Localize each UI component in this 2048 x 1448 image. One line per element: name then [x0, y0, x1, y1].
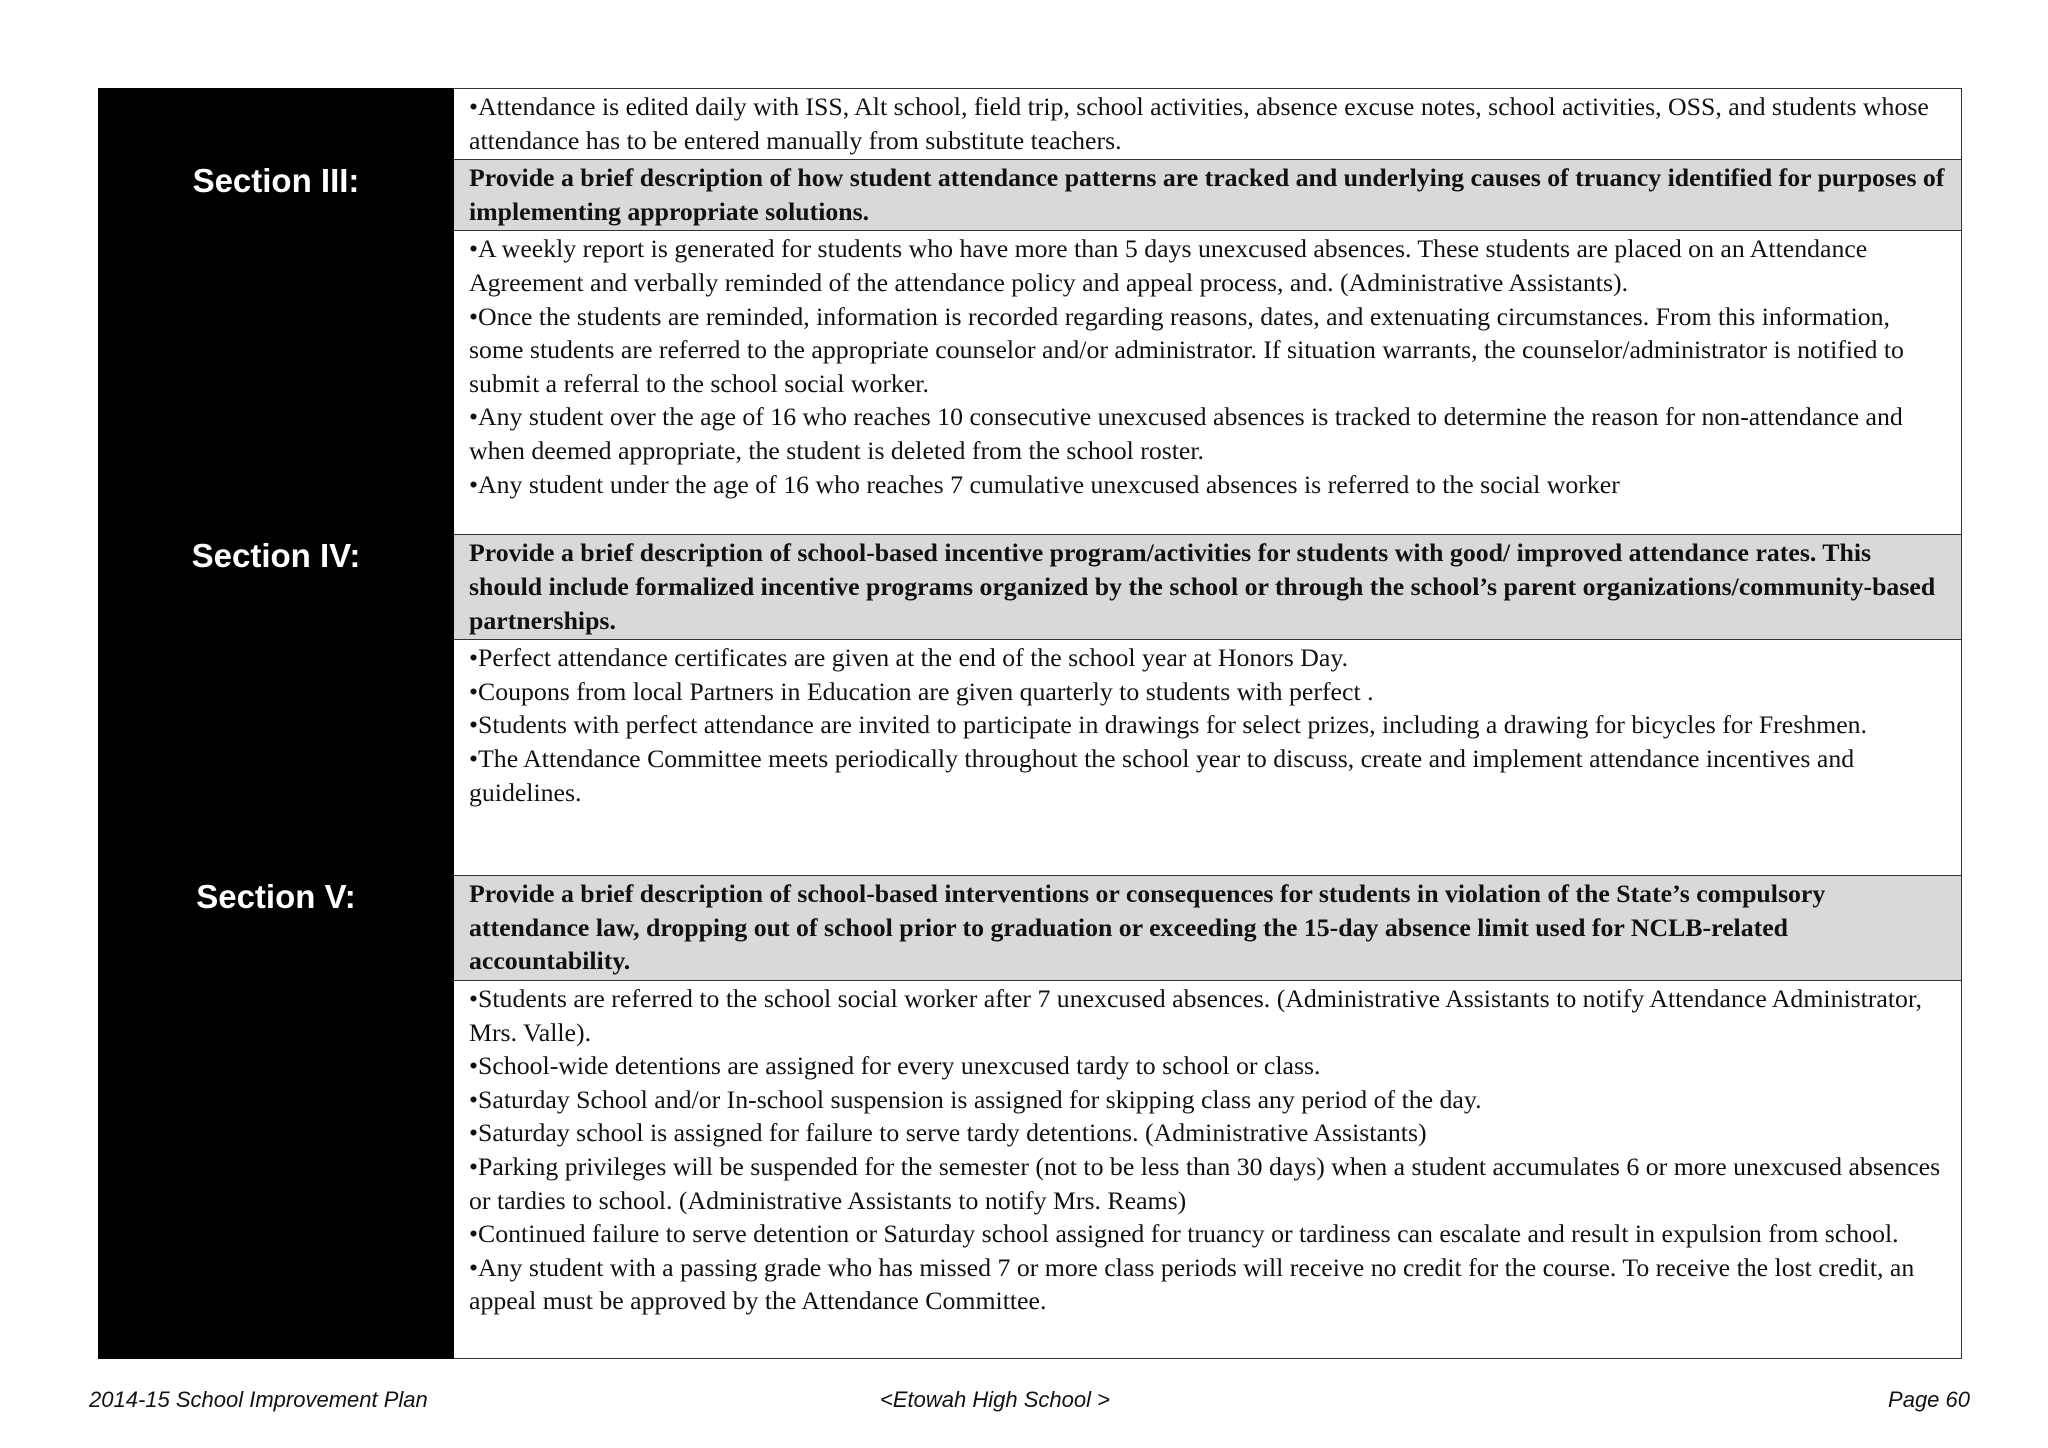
answer-item: •Any student with a passing grade who has missed 7 or more class periods will receive no credit for the course. To receive the lost credit, an appeal must be approved by the Attendance Committee. [469, 1252, 1915, 1316]
answer-item: •Parking privileges will be suspended for the semester (not to be less than 30 days) when a student accumulates 6 or more unexcused absences or tardies to school. (Administrative Assistants to notify Mrs. Reams) [469, 1151, 1941, 1215]
answer-item: •Students with perfect attendance are invited to participate in drawings for select prizes, including a drawing for bicycles for Freshmen. [469, 710, 1868, 740]
section-iii-label-cell [99, 160, 454, 535]
answer-item: •Once the students are reminded, information is recorded regarding reasons, dates, and extenuating circumstances. From this information, some students are referred to the appropriate counselor and/or administrator. If situation warrants, the counselor/administrator is notified to submit a referral to the school social worker. [469, 301, 1904, 398]
answer-cell [454, 89, 1962, 160]
section-label: Section V: [196, 878, 356, 916]
answer-item: •Attendance is edited daily with ISS, Alt school, field trip, school activities, absence excuse notes, school activities, OSS, and students whose attendance has to be entered manually from substitute teachers. [469, 92, 1929, 155]
section-label-cell [99, 89, 454, 160]
section-label: Section III: [192, 162, 360, 200]
answer-item: •Any student over the age of 16 who reaches 10 consecutive unexcused absences is tracked to determine the reason for non-attendance and when deemed appropriate, the student is deleted from the school roster. [469, 402, 1903, 465]
answer-item: •Perfect attendance certificates are given at the end of the school year at Honors Day. [469, 643, 1349, 673]
section-iv-label-cell [99, 535, 454, 876]
section-label [99, 89, 453, 91]
answer-item: •Continued failure to serve detention or Saturday school assigned for truancy or tardiness can escalate and result in expulsion from school. [469, 1219, 1899, 1249]
section-iii-answers [454, 231, 1962, 535]
answer-item: •Students are referred to the school social worker after 7 unexcused absences. (Administrative Assistants to notify Attendance Administrator, Mrs. Valle). [469, 983, 1922, 1047]
answer-item: •Saturday School and/or In-school suspension is assigned for skipping class any period of the day. [469, 1084, 1482, 1114]
answer-item: •The Attendance Committee meets periodically throughout the school year to discuss, create and implement attendance incentives and guidelines. [469, 743, 1855, 807]
answer-item: •A weekly report is generated for students who have more than 5 days unexcused absences. These students are placed on an Attendance Agreement and verbally reminded of the attendance policy and appeal process, and. (Administrative Assistants). [469, 234, 1868, 297]
section-v-question: Provide a brief description of school-based interventions or consequences for students in violation of the State’s compulsory attendance law, dropping out of school prior to graduation or exceeding the 15-day absence limit used for NCLB-related accountability. [454, 876, 1962, 981]
section-iii-question-row [99, 160, 1962, 231]
answer-item: •Coupons from local Partners in Education are given quarterly to students with perfect . [469, 676, 1374, 706]
section-v-label-cell [99, 876, 454, 1359]
section-iv-question-row [99, 535, 1962, 640]
answer-item: •Any student under the age of 16 who reaches 7 cumulative unexcused absences is referred to the social worker [469, 469, 1620, 499]
section-v-answers [454, 980, 1962, 1358]
section-iii-question: Provide a brief description of how student attendance patterns are tracked and underlying causes of truancy identified for purposes of implementing appropriate solutions. [454, 160, 1962, 231]
answer-item: •School-wide detentions are assigned for every unexcused tardy to school or class. [469, 1051, 1321, 1081]
plan-table [98, 88, 1962, 1359]
section-label: Section IV: [191, 537, 361, 575]
section-iv-answers [454, 640, 1962, 876]
answer-item: •Saturday school is assigned for failure to serve tardy detentions. (Administrative Assistants) [469, 1118, 1427, 1148]
footer-page-number: Page 60 [1888, 1387, 1970, 1412]
footer-plan-title: 2014-15 School Improvement Plan [89, 1387, 428, 1412]
section-continuation-row [99, 89, 1962, 160]
section-v-question-row [99, 876, 1962, 981]
footer-school-name: <Etowah High School > [880, 1387, 1110, 1412]
section-iv-question: Provide a brief description of school-based incentive program/activities for students with good/ improved attendance rates. This should include formalized incentive programs organized by the school or through the school’s parent organizations/community-based partnerships. [454, 535, 1962, 640]
